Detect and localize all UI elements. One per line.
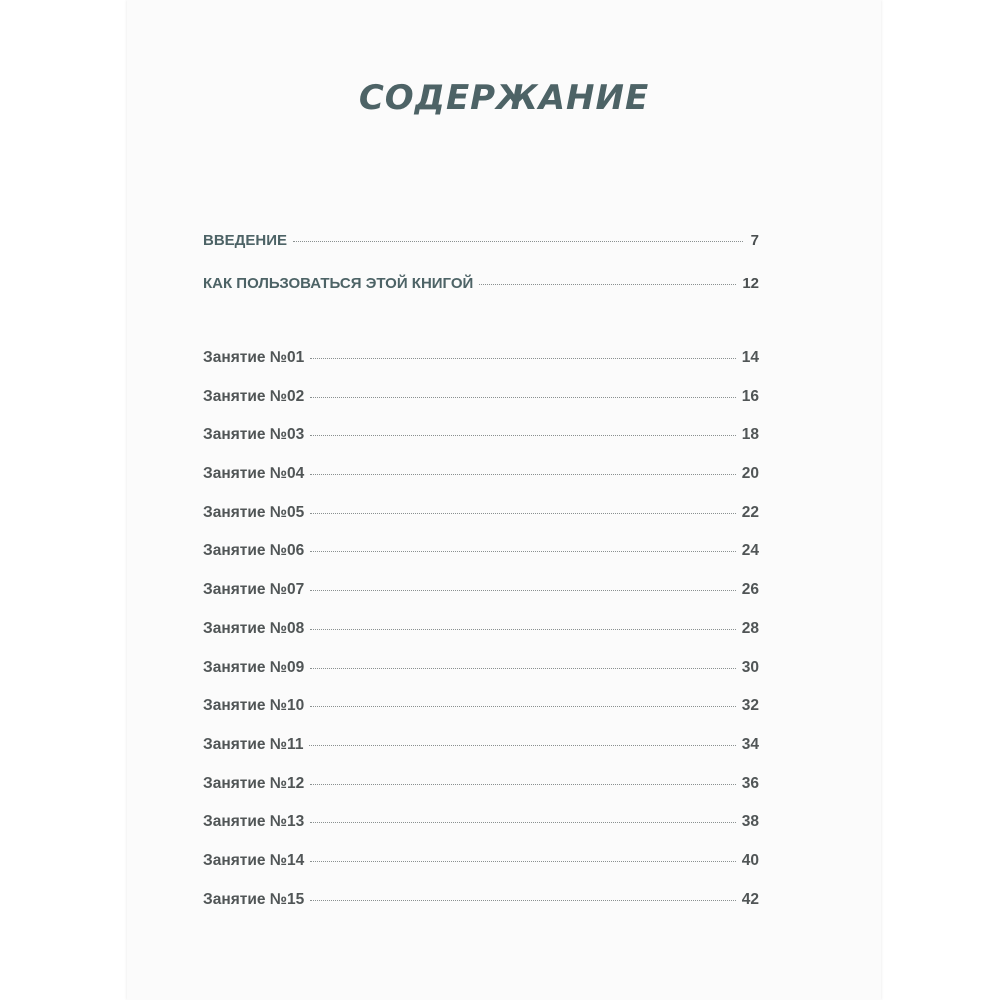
toc-lesson-label: Занятие №09 — [203, 658, 305, 676]
dot-leader — [479, 284, 736, 285]
page-title: СОДЕРЖАНИЕ — [358, 78, 650, 118]
toc-entry — [203, 275, 759, 318]
toc-lesson-label: Занятие №06 — [203, 542, 305, 560]
toc-entry-page: 12 — [742, 275, 759, 292]
toc-lesson-entry — [203, 504, 759, 543]
toc-lesson-page: 22 — [741, 503, 759, 521]
toc-lesson-label: Занятие №13 — [203, 813, 305, 831]
toc-lesson-label: Занятие №01 — [203, 349, 305, 366]
toc-lessons-section — [203, 349, 759, 929]
toc-lesson-page: 26 — [741, 581, 759, 599]
toc-lesson-entry — [203, 542, 759, 581]
dot-leader — [310, 590, 735, 591]
toc-lesson-entry — [203, 388, 759, 427]
dot-leader — [310, 358, 735, 359]
toc-entry — [203, 232, 759, 275]
toc-entry-label: ВВЕДЕНИЕ — [203, 232, 287, 249]
toc-lesson-label: Занятие №12 — [203, 774, 305, 792]
toc-lesson-page: 20 — [741, 465, 759, 483]
toc-lesson-entry — [203, 659, 759, 698]
dot-leader — [293, 241, 743, 242]
toc-main-section — [203, 232, 759, 318]
dot-leader — [310, 668, 735, 669]
toc-lesson-page: 40 — [741, 851, 759, 869]
toc-lesson-entry — [203, 775, 759, 814]
toc-lesson-page: 38 — [741, 813, 759, 831]
toc-lesson-label: Занятие №08 — [203, 619, 305, 637]
toc-lesson-entry — [203, 581, 759, 620]
toc-lesson-entry — [203, 620, 759, 659]
toc-lesson-entry — [203, 426, 759, 465]
toc-lesson-entry — [203, 697, 759, 736]
toc-lesson-entry — [203, 891, 759, 930]
dot-leader — [310, 629, 735, 630]
toc-lesson-page: 36 — [741, 774, 759, 792]
toc-lesson-page: 30 — [741, 658, 759, 676]
dot-leader — [310, 513, 735, 514]
toc-lesson-label: Занятие №14 — [203, 851, 305, 869]
toc-lesson-label: Занятие №07 — [203, 581, 305, 599]
toc-lesson-label: Занятие №02 — [203, 387, 305, 405]
toc-lesson-label: Занятие №15 — [203, 890, 305, 908]
dot-leader — [310, 861, 735, 862]
dot-leader — [310, 822, 735, 823]
toc-lesson-label: Занятие №10 — [203, 697, 305, 715]
toc-entry-label: КАК ПОЛЬЗОВАТЬСЯ ЭТОЙ КНИГОЙ — [203, 275, 474, 292]
toc-lesson-entry — [203, 465, 759, 504]
dot-leader — [310, 435, 735, 436]
toc-lesson-label: Занятие №11 — [203, 735, 304, 753]
toc-lesson-page: 32 — [741, 697, 759, 715]
toc-lesson-page: 28 — [741, 619, 759, 637]
dot-leader — [310, 900, 735, 901]
toc-lesson-page: 24 — [741, 542, 759, 560]
book-page — [127, 0, 881, 1000]
dot-leader — [310, 397, 735, 398]
dot-leader — [310, 706, 735, 707]
dot-leader — [310, 474, 735, 475]
toc-lesson-page: 18 — [741, 426, 759, 444]
toc-lesson-page: 34 — [741, 735, 759, 753]
toc-lesson-entry — [203, 349, 759, 388]
toc-lesson-page: 42 — [741, 890, 759, 908]
toc-lesson-entry — [203, 813, 759, 852]
toc-lesson-label: Занятие №03 — [203, 426, 305, 444]
dot-leader — [310, 784, 735, 785]
toc-lesson-page: 14 — [741, 349, 759, 366]
dot-leader — [310, 551, 735, 552]
toc-entry-page: 7 — [750, 232, 759, 249]
toc-lesson-page: 16 — [741, 387, 759, 405]
dot-leader — [309, 745, 735, 746]
toc-lesson-label: Занятие №04 — [203, 465, 305, 483]
toc-lesson-label: Занятие №05 — [203, 503, 305, 521]
toc-lesson-entry — [203, 736, 759, 775]
toc-lesson-entry — [203, 852, 759, 891]
